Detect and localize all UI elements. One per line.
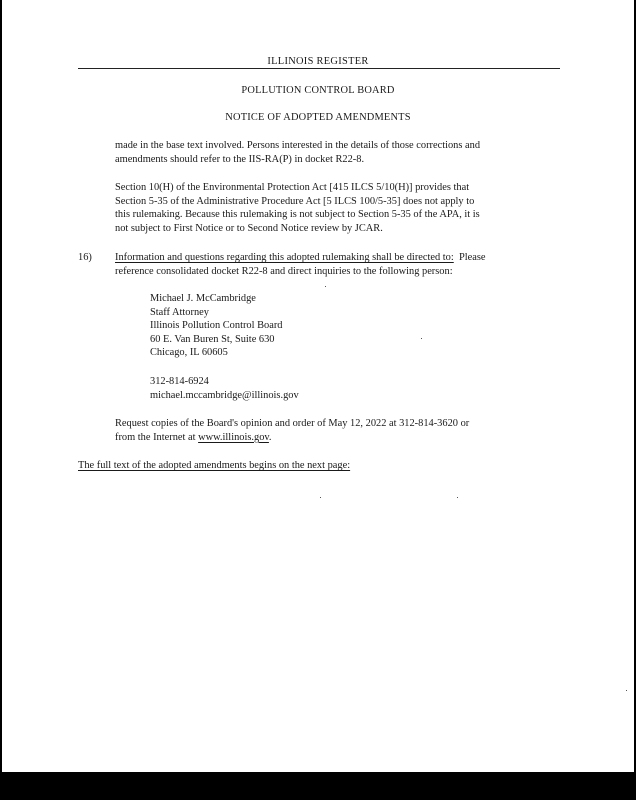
item-heading-rest: Please <box>453 252 486 263</box>
closing-line: The full text of the adopted amendments begins on the next page: <box>78 460 351 471</box>
scan-bottom-bar <box>0 772 636 800</box>
contact-details <box>150 375 299 402</box>
website-link[interactable]: www.illinois.gov <box>198 431 269 443</box>
contact-organization: Illinois Pollution Control Board <box>150 320 283 332</box>
item-number: 16) <box>78 252 92 263</box>
contact-phone: 312-814-6924 <box>150 376 209 387</box>
scan-speck <box>626 690 627 691</box>
contact-city: Chicago, IL 60605 <box>150 347 228 359</box>
header-rule <box>78 68 560 69</box>
scan-speck <box>320 497 321 498</box>
contact-address <box>150 292 283 360</box>
paragraph-line: not subject to First Notice or to Second Notice review by JCAR. <box>115 222 383 234</box>
request-line-2 <box>115 431 555 445</box>
section-paragraph <box>115 181 555 235</box>
request-paragraph <box>115 417 555 444</box>
item-heading-line <box>115 251 555 265</box>
register-title: ILLINOIS REGISTER <box>267 56 369 67</box>
item-line-2: reference consolidated docket R22-8 and direct inquiries to the following person: <box>115 265 453 277</box>
contact-street: 60 E. Van Buren St, Suite 630 <box>150 333 275 345</box>
paragraph-line: Section 5-35 of the Administrative Procedure Act [5 ILCS 100/5-35] does not apply to <box>115 195 475 207</box>
request-suffix: . <box>268 431 272 443</box>
contact-email: michael.mccambridge@illinois.gov <box>150 389 299 401</box>
scan-speck <box>421 338 422 339</box>
contact-name: Michael J. McCambridge <box>150 293 256 304</box>
scan-speck <box>457 497 458 498</box>
paragraph-line: made in the base text involved. Persons interested in the details of those corrections and <box>115 140 481 151</box>
request-prefix: from the Internet at <box>115 431 199 443</box>
item-heading: Information and questions regarding this adopted rulemaking shall be directed to: <box>115 252 454 263</box>
request-line-1: Request copies of the Board's opinion and order of May 12, 2022 at 312-814-3620 or <box>115 418 470 429</box>
contact-title: Staff Attorney <box>150 306 209 318</box>
scan-speck <box>325 286 326 287</box>
paragraph-line: amendments should refer to the IIS-RA(P) in docket R22-8. <box>115 153 365 165</box>
paragraph-line: Section 10(H) of the Environmental Protection Act [415 ILCS 5/10(H)] provides that <box>115 182 470 193</box>
notice-title: NOTICE OF ADOPTED AMENDMENTS <box>225 112 411 123</box>
paragraph-line: this rulemaking. Because this rulemaking is not subject to Section 5-35 of the APA, it is <box>115 209 480 221</box>
item-16-text <box>115 251 555 278</box>
continuation-paragraph <box>115 139 555 166</box>
board-name: POLLUTION CONTROL BOARD <box>241 85 395 96</box>
